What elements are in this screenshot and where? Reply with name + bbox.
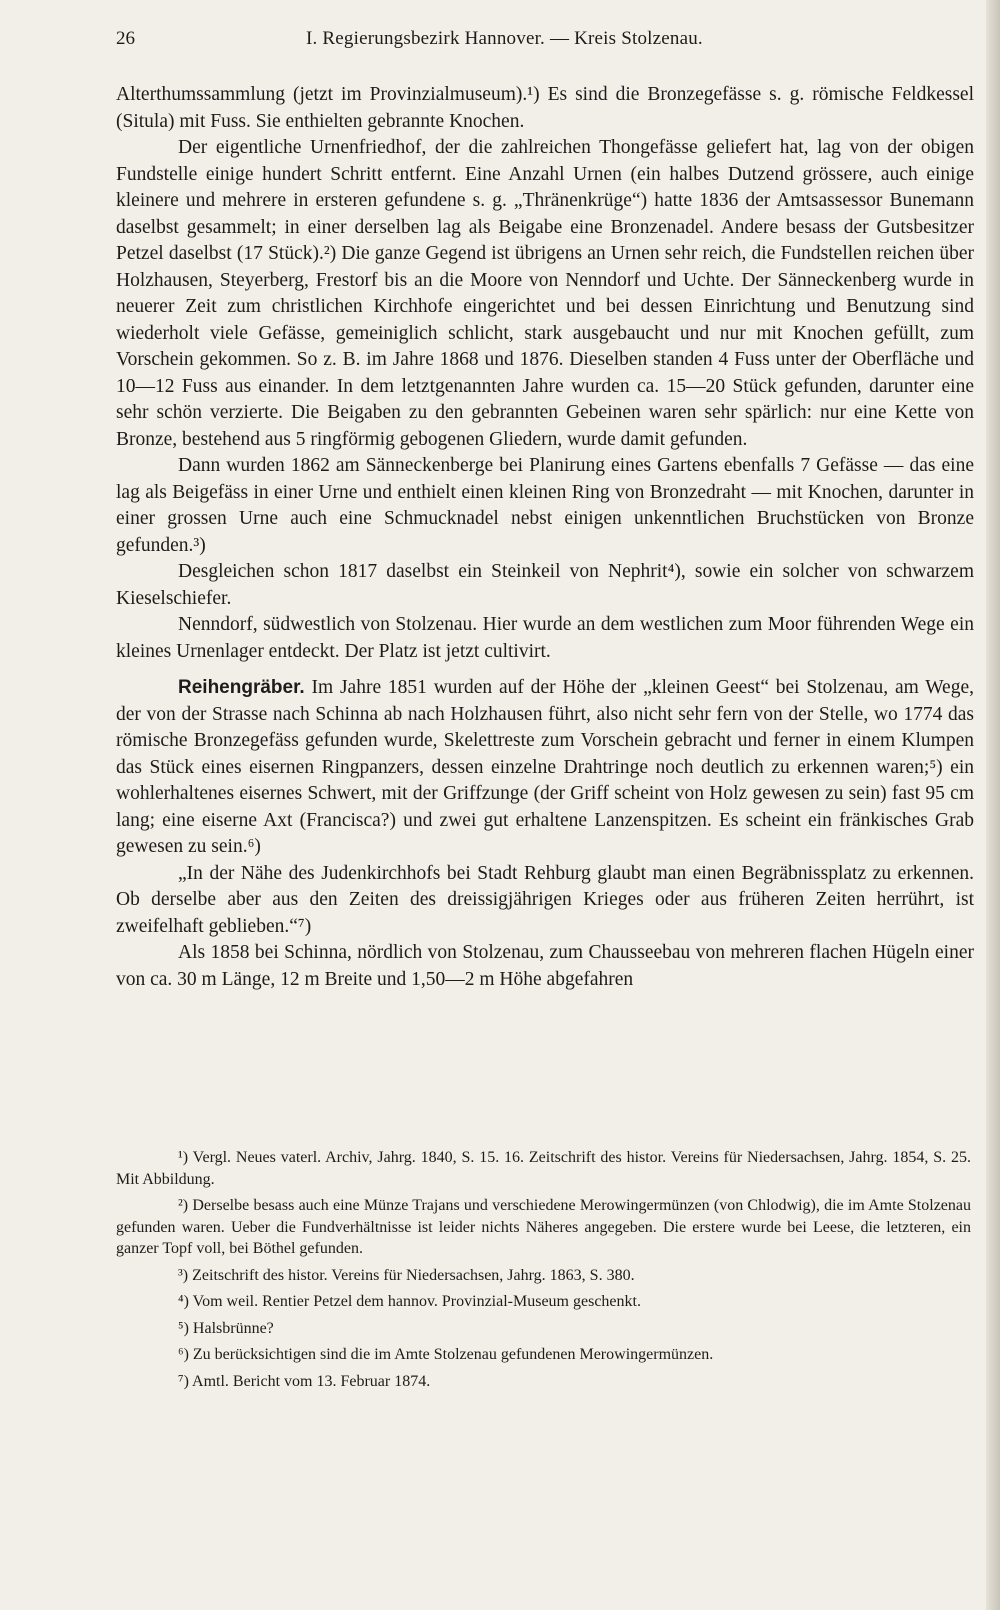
footnote-5: ⁵) Halsbrünne? bbox=[178, 1319, 274, 1337]
footnote-3: ³) Zeitschrift des histor. Vereins für Niedersachsen, Jahrg. 1863, S. 380. bbox=[178, 1266, 635, 1284]
paragraph-8: Als 1858 bei Schinna, nördlich von Stolzenau, zum Chausseebau von mehreren flachen Hügeln einer von ca. 30 m Länge, 12 m Breite und 1,50—2 m Höhe abgefahren bbox=[116, 942, 974, 990]
running-title: I. Regierungsbezirk Hannover. — Kreis Stolzenau. bbox=[306, 28, 703, 49]
paragraph-6 bbox=[116, 675, 974, 861]
paragraph-3: Dann wurden 1862 am Sänneckenberge bei Planirung eines Gartens ebenfalls 7 Gefässe — das eine lag als Beigefäss in einer Urne und enthielt einen kleinen Ring von Bronzedraht — mit Knochen, darunter in einer grossen Urne auch eine Schmucknadel nebst einigen unkenntlichen Bruchstücken von Bronze gefunden.³) bbox=[116, 455, 974, 556]
main-text bbox=[116, 82, 974, 993]
page-edge-shadow bbox=[986, 0, 1000, 1610]
paragraph-4: Desgleichen schon 1817 daselbst ein Steinkeil von Nephrit⁴), sowie ein solcher von schwarzem Kieselschiefer. bbox=[116, 561, 974, 609]
footnote-4: ⁴) Vom weil. Rentier Petzel dem hannov. Provinzial-Museum geschenkt. bbox=[178, 1293, 641, 1310]
page-number: 26 bbox=[116, 28, 135, 49]
footnote-6: ⁶) Zu berücksichtigen sind die im Amte Stolzenau gefundenen Merowingermünzen. bbox=[178, 1346, 714, 1363]
paragraph-7: „In der Nähe des Judenkirchhofs bei Stadt Rehburg glaubt man einen Begräbnissplatz zu erkennen. Ob derselbe aber aus den Zeiten des dreissigjährigen Krieges oder aus früheren Zeiten herrührt, ist zweifelhaft geblieben.“⁷) bbox=[116, 862, 974, 937]
section-heading-reihengraeber: Reihengräber. bbox=[178, 677, 305, 698]
footnote-2: ²) Derselbe besass auch eine Münze Trajans und verschiedene Merowingermünzen (von Chlodwig), die im Amte Stolzenau gefunden waren. Ueber die Fundverhältnisse ist leider nichts Näheres angegeben. Die erstere wurde bei Leese, die letzteren, ein ganzer Topf voll, bei Böthel gefunden. bbox=[116, 1197, 971, 1257]
footnotes bbox=[116, 1147, 971, 1397]
paragraph-2: Der eigentliche Urnenfriedhof, der die zahlreichen Thongefässe geliefert hat, lag von der obigen Fundstelle einige hundert Schritt entfernt. Eine Anzahl Urnen (ein halbes Dutzend grössere, auch einige kleinere und mehrere in ersteren gefundene s. g. „Thränenkrüge“) hatte 1836 der Amtsassessor Bunemann daselbst gesammelt; in einer derselben lag als Beigabe eine Bronzenadel. Andere besass der Gutsbesitzer Petzel daselbst (17 Stück).²) Die ganze Gegend ist übrigens an Urnen sehr reich, die Fundstellen reichen über Holzhausen, Steyerberg, Frestorf bis an die Moore von Nenndorf und Uchte. Der Sänneckenberg wurde in neuerer Zeit zum christlichen Kirchhofe eingerichtet und bei dessen Einrichtung und Benutzung sind wiederholt viele Gefässe, gemeiniglich schlicht, stark ausgebaucht und nur mit Knochen gefüllt, zum Vorschein gekommen. So z. B. im Jahre 1868 und 1876. Dieselben standen 4 Fuss unter der Oberfläche und 10—12 Fuss aus einander. In dem letztgenannten Jahre wurden ca. 15—20 Stück gefunden, darunter eine sehr schön verzierte. Die Beigaben zu den gebrannten Gebeinen waren sehr spärlich: nur eine Kette von Bronze, bestehend aus 5 ringförmig gebogenen Gliedern, wurde damit gefunden. bbox=[116, 137, 974, 450]
paragraph-1: Alterthumssammlung (jetzt im Provinzialmuseum).¹) Es sind die Bronzegefässe s. g. römische Feldkessel (Situla) mit Fuss. Sie enthielten gebrannte Knochen. bbox=[116, 84, 974, 132]
footnote-7: ⁷) Amtl. Bericht vom 13. Februar 1874. bbox=[178, 1372, 431, 1390]
paragraph-5: Nenndorf, südwestlich von Stolzenau. Hier wurde an dem westlichen zum Moor führenden Wege ein kleines Urnenlager entdeckt. Der Platz ist jetzt cultivirt. bbox=[116, 614, 974, 662]
page-header bbox=[116, 28, 976, 58]
footnote-1: ¹) Vergl. Neues vaterl. Archiv, Jahrg. 1840, S. 15. 16. Zeitschrift des histor. Vereins für Niedersachsen, Jahrg. 1854, S. 25. Mit Abbildung. bbox=[116, 1149, 971, 1188]
paragraph-6-text: Im Jahre 1851 wurden auf der Höhe der „kleinen Geest“ bei Stolzenau, am Wege, der von der Strasse nach Schinna ab nach Holzhausen führt, also nicht sehr fern von der Stelle, wo 1774 das römische Bronzegefäss gefunden wurde, Skelettreste zum Vorschein gebracht und ferner in einem Klumpen das Stück eines eisernen Ringpanzers, dessen einzelne Drahtringe noch deutlich zu erkennen waren;⁵) ein wohlerhaltenes eisernes Schwert, mit der Griffzunge (der Griff scheint von Holz gewesen zu sein) fast 95 cm lang; eine eiserne Axt (Francisca?) und zwei gut erhaltene Lanzenspitzen. Es scheint ein fränkisches Grab gewesen zu sein.⁶) bbox=[116, 677, 974, 857]
